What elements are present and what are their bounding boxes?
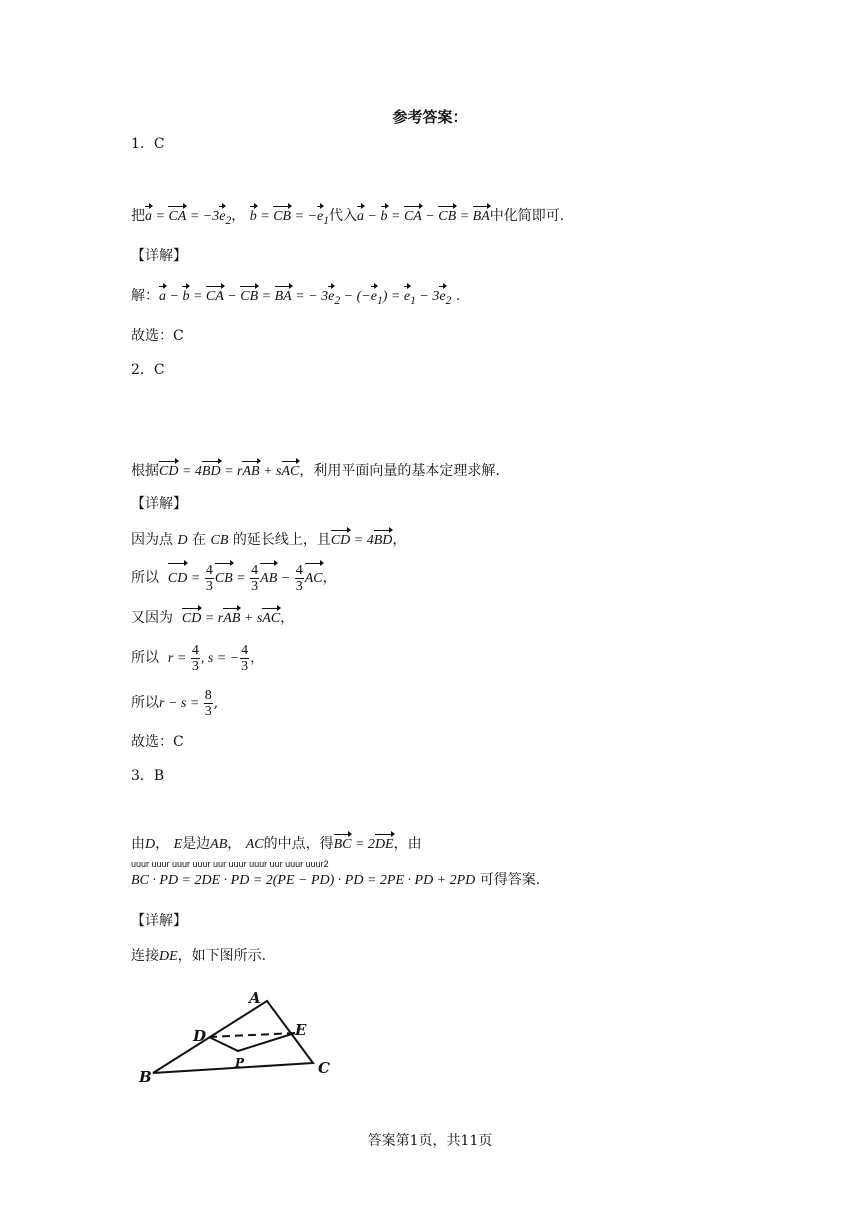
q1-answer: 故选：C [131, 328, 184, 344]
label-b: B [139, 1068, 152, 1086]
q2-line4: 所以 r = $\frac{4}{3}$ , s = − $\frac{4}{3}$ ， [131, 643, 265, 675]
page-footer: 答案第1页，共11页 [367, 1133, 493, 1149]
q2-answer: 故选：C [131, 734, 184, 750]
q3-hint-line2: BC · PD = 2DE · PD = 2(PE − PD) · PD = 2PE · PD + 2PD 可得答案. [131, 872, 541, 888]
q1-number: 1．C [131, 136, 165, 152]
q1-hint: 把a = CA = $-3e_2$， b = CB = $-e_1$代入a − b = CA − CB = BA中化简即可. [131, 208, 565, 227]
q3-number: 3．B [131, 768, 165, 784]
q2-number: 2．C [131, 362, 165, 378]
q3-connect: 连接DE，如下图所示. [131, 948, 267, 964]
q2-detail-label: 【详解】 [131, 496, 187, 512]
triangle-abc [153, 1001, 313, 1073]
label-c: C [318, 1059, 330, 1077]
q2-line1: 因为点 D 在 CB 的延长线上，且CD = 4BD， [131, 530, 406, 551]
q1-detail-label: 【详解】 [131, 248, 187, 264]
label-d: D [193, 1027, 207, 1045]
label-a: A [249, 989, 261, 1007]
q2-line3: 又因为 CD = rAB + sAC， [131, 608, 294, 629]
page-title: 参考答案： [392, 108, 468, 126]
label-p: P [235, 1056, 245, 1070]
triangle-figure [135, 985, 345, 1090]
q3-hint-line1: 由D， E是边AB， AC的中点，得BC = 2DE，由 [131, 834, 422, 855]
q3-hint-line2-arrows: uuur uuur uuur uuur uur uuur uuur uur uuur uuur2 [131, 859, 329, 869]
q1-solution: 解：a − b = CA − CB = BA = − $3e_2 - (-e_1) = e_1 - 3e_2$ . [131, 288, 461, 307]
q2-line2: 所以 CD = $\frac{4}{3}$ CB = $\frac{4}{3}$ AB − $\frac{4}{3}$ AC， [131, 563, 337, 595]
q3-detail-label: 【详解】 [131, 913, 187, 929]
q2-hint: 根据CD = 4BD = rAB + sAC，利用平面向量的基本定理求解. [131, 461, 500, 482]
q2-line5: 所以r − s = $\frac{8}{3}$ , [131, 688, 219, 720]
label-e: E [295, 1021, 307, 1039]
